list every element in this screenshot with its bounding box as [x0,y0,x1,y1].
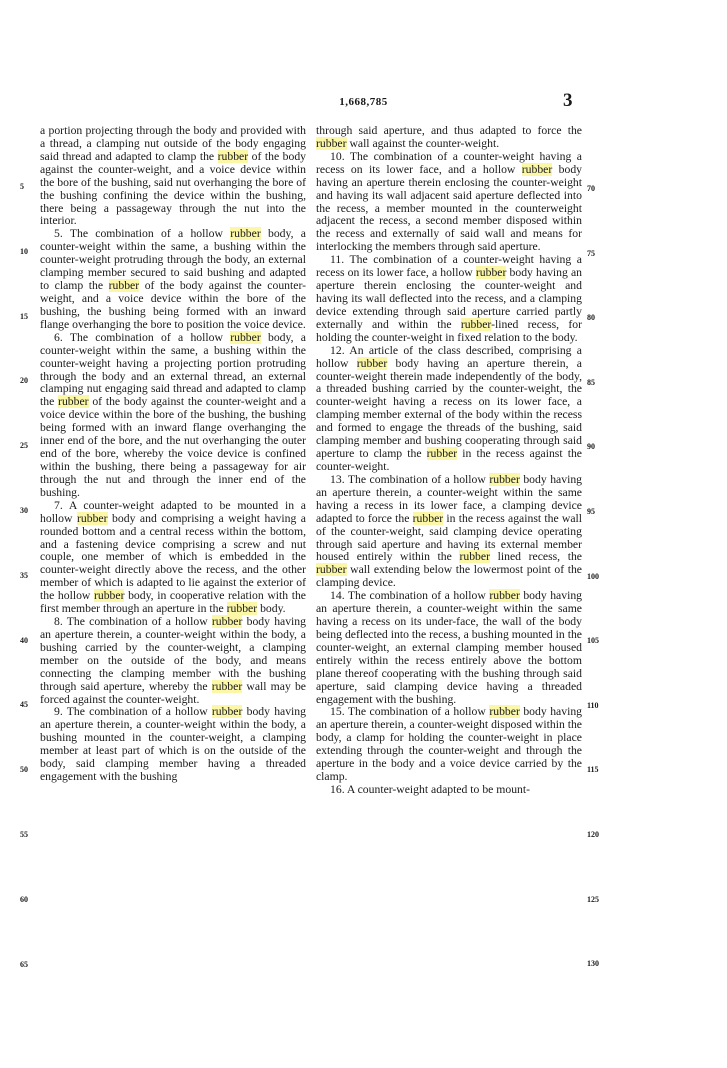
text-run: 7. A counter-weight adapted to be mounted in a hollow [40,498,306,525]
highlighted-term: rubber [426,447,458,461]
claim-paragraph [316,254,582,344]
highlighted-term: rubber [230,227,261,241]
text-run: 5. The combination of a hollow [54,227,231,241]
line-number: 75 [587,248,595,258]
line-number: 130 [587,959,599,969]
text-run: body having an aperture therein, a counter-weight within the body, a bushing carried by the counter-weight, a clamping member on the outside of the body, and means connecting the clamping member with the bushing through said aperture, whereby the [40,615,306,693]
line-number: 70 [587,184,595,193]
highlighted-term: rubber [356,356,388,370]
text-run: body, in cooperative relation with the first member through an aperture in the [40,589,306,616]
text-run: 6. The combination of a hollow [54,330,231,344]
highlighted-term: rubber [412,511,444,525]
highlighted-term: rubber [217,149,249,163]
highlighted-term: rubber [211,705,243,719]
line-number: 85 [587,377,595,387]
line-number: 25 [20,441,28,451]
text-run: 10. The combination of a counter-weight having a recess on its lower face, and a hollow [316,149,582,176]
line-number: 10 [20,246,28,256]
text-run: body having an aperture therein, a counter-weight disposed within the body, a clamp for holding the counter-weight in place extending through the counter-weight and through the aperture in the body and a voice device carried by the clamp. [316,705,583,784]
text-run: of the body against the counter-weight and a voice device within the bore of the bushing, the bushing being formed with an inward flange overhanging the inner end of the bore, and the nut overhanging the outer end of the bore, whereby the voice device is confined within the bushing, there being a passageway for air through the nut and through the inner end of the bushing. [40,395,306,499]
line-number: 120 [587,830,599,839]
claim-paragraph [40,125,306,228]
line-number: 60 [20,894,28,904]
highlighted-term: rubber [489,705,520,719]
line-number: 115 [587,765,599,775]
line-number: 20 [20,376,28,386]
claim-paragraph [40,616,306,706]
claim-paragraph [40,228,306,331]
text-run: 8. The combination of a hollow [54,615,212,629]
claim-paragraph [316,151,582,254]
claim-paragraph [316,590,582,706]
line-number: 40 [20,635,28,645]
text-run: body having an aperture therein, a counter-weight within the body, a bushing mounted in the counter-weight, a clamping member at least part of which is on the outside of the body, said clamping member having a threaded engagement with the bushing [40,705,306,784]
claim-paragraph [40,332,306,500]
highlighted-term: rubber [489,472,520,486]
highlighted-term: rubber [316,563,347,577]
highlighted-term: rubber [521,162,553,176]
claim-paragraph [316,345,582,474]
claim-paragraph [316,706,582,784]
highlighted-term: rubber [459,550,490,564]
line-number: 105 [587,636,599,646]
highlighted-term: rubber [475,266,507,280]
text-run: 13. The combination of a hollow [330,472,490,486]
highlighted-term: rubber [316,136,347,150]
text-run: body, a counter-weight within the same, a bushing within the counter-weight having a projecting portion protruding through the body and an external thread, an external clamping nut engaging said thread and adapted to clamp the [40,330,306,409]
text-run: 15. The combination of a hollow [330,705,490,719]
text-run: wall against the counter-weight. [346,136,500,150]
line-number: 100 [587,571,599,581]
line-number: 55 [20,830,28,839]
text-run: 14. The combination of a hollow [330,589,490,603]
text-run: body having an aperture therein, a counter-weight therein made independently of the body, a threaded bushing carried by the counter-weight, the counter-weight having a recess on its lower face, a clamping member external of the body within the recess and formed to engage the threads of the bushing, said clamping member and bushing cooperating through said aperture to clamp the [316,356,582,461]
text-run: wall may be forced against the counter-weight. [40,679,306,706]
highlighted-term: rubber [211,615,243,629]
text-run: body having an aperture therein enclosing the counter-weight and having its wall deflected into the recess, and a clamping device extending through said aperture carried partly externally and within the [316,266,583,331]
text-run: 12. An article of the class described, comprising a hollow [316,343,582,370]
text-run: body. [257,602,286,616]
highlighted-term: rubber [460,317,492,331]
text-run: of the body against the counter-weight, and a voice device within the bore of the bushing, the bushing being formed with an inward flange overhanging the bore to position the voice device. [40,279,306,331]
claim-paragraph [316,784,582,797]
line-number: 90 [587,442,595,452]
text-run: 9. The combination of a hollow [54,705,212,719]
text-run: a portion projecting through the body and provided with a thread, a clamping nut outside of the body engaging said thread and adapted to clamp the [40,124,306,163]
highlighted-term: rubber [211,679,243,693]
highlighted-term: rubber [108,279,140,293]
text-run: through said aperture, and thus adapted to force the [316,124,582,137]
line-number: 35 [20,570,28,580]
text-run: in the recess against the wall of the counter-weight, said clamping device operating through said aperture and having its external member housed entirely within the [316,511,582,564]
claim-paragraph [316,474,582,590]
claim-paragraph [316,125,582,151]
text-run: body having an aperture therein, a counter-weight within the same having a recess on its under-face, the wall of the body being deflected into the recess, a bushing mounted in the counter-weight, an external clamping member housed entirely within the recess entirely above the bottom plane thereof cooperating with the bushing through said aperture, said clamping device having a threaded engagement with the bushing. [316,589,583,706]
text-run: body having an aperture therein, a counter-weight within the same having a recess in its lower face, a clamping device adapted to force the [316,472,583,525]
text-run: -lined recess, for holding the counter-weight in fixed relation to the body. [316,317,582,344]
text-run: in the recess against the counter-weight. [316,447,582,473]
highlighted-term: rubber [226,602,258,616]
line-number: 65 [20,959,28,969]
text-run: body and comprising a weight having a rounded bottom and a central recess within the bottom, and a fastening device comprising a screw and nut couple, one member of which is embedded in the counter-weight directly above the recess, and the other member of which is adapted to lie against the exterior of the hollow [40,511,306,603]
line-number: 50 [20,765,28,775]
highlighted-term: rubber [58,395,89,409]
claim-paragraph [40,500,306,616]
line-number: 80 [587,313,595,323]
line-number: 30 [20,506,28,515]
text-run: 11. The combination of a counter-weight having a recess on its lower face, a hollow [316,253,582,280]
claim-paragraph [40,706,306,784]
line-number: 110 [587,700,599,710]
text-run: wall extending below the lowermost point of the clamping device. [316,563,582,590]
highlighted-term: rubber [77,511,108,525]
highlighted-term: rubber [230,330,261,344]
line-number: 95 [587,507,595,516]
line-number: 125 [587,894,599,904]
left-text-column [40,125,306,784]
line-number: 45 [20,700,28,710]
text-run: of the body against the counter-weight, and a voice device within the bore of the bushing, said nut overhanging the bore of the bushing confining the device within the bushing, there being a passageway through the nut into the interior. [40,149,307,228]
line-number: 15 [20,311,28,321]
text-run: lined recess, the [489,550,582,564]
text-run: 16. A counter-weight adapted to be mount- [330,783,531,797]
right-text-column [316,125,582,797]
highlighted-term: rubber [489,589,520,603]
line-number: 5 [20,182,24,191]
patent-number: 1,668,785 [339,96,388,108]
highlighted-term: rubber [93,589,125,603]
page-number: 3 [563,90,573,111]
text-run: body having an aperture therein enclosing the counter-weight and having its wall adjacent said aperture deflected into the recess, a member mounted in the counterweight adjacent the recess, a second member disposed within the recess and externally of said wall and means for interlocking the members through said aperture. [316,162,583,254]
text-run: body, a counter-weight within the same, a bushing within the counter-weight protruding through the body, an external clamping member secured to said bushing and adapted to clamp the [40,227,306,293]
